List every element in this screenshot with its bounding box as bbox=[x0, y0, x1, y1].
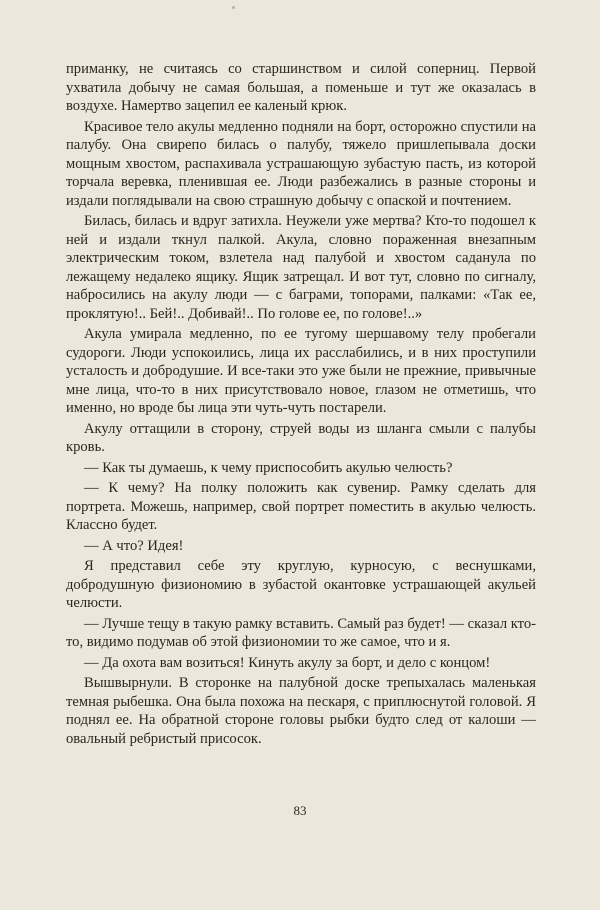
paragraph-6: — Как ты думаешь, к чему приспособить акулью челюсть? bbox=[84, 459, 453, 476]
paragraph-1: приманку, не считаясь со старшинством и силой соперниц. Первой ухватила добычу не самая большая, а поменьше и тут же оказалась в воздухе. Намертво зацепил ее каленый крюк. bbox=[66, 61, 536, 114]
paragraph-4: Акула умирала медленно, по ее тугому шершавому телу пробегали судороги. Люди успокоились, лица их расслабились, и в них проступили усталость и добродушие. И все-таки это уже были не прежние, привычные мне лица, что-то в них присутствовало новое, глазом не отметишь, что именно, но вроде бы лица эти чуть-чуть постарели. bbox=[66, 326, 536, 416]
paragraph-10: — Лучше тещу в такую рамку вставить. Самый раз будет! — сказал кто-то, видимо подумав об этой физиономии то же самое, что и я. bbox=[66, 615, 536, 650]
paragraph-7: — К чему? На полку положить как сувенир. Рамку сделать для портрета. Можешь, например, свой портрет поместить в акулью челюсть. Классно будет. bbox=[66, 480, 536, 533]
paragraph-12: Вышвырнули. В сторонке на палубной доске трепыхалась маленькая темная рыбешка. Она была похожа на пескаря, с приплюснутой головой. Я поднял ее. На обратной стороне головы рыбки будто след от калоши — овальный ребристый присосок. bbox=[66, 675, 536, 747]
paragraph-3: Билась, билась и вдруг затихла. Неужели уже мертва? Кто-то подошел к ней и издали ткнул палкой. Акула, словно пораженная внезапным электрическим током, взлетела над палубой и хвостом саданула по лежащему недалеко ящику. Ящик затрещал. И вот тут, словно по сигналу, набросились на акулу люди — с баграми, топорами, палками: «Так ее, проклятую!.. Бей!.. Добивай!.. По голове ее, по голове!..» bbox=[66, 213, 536, 322]
paragraph-2: Красивое тело акулы медленно подняли на борт, осторожно спустили на палубу. Она свирепо билась о палубу, тяжело пришлепывала доски мощным хвостом, распахивала устрашающую зубастую пасть, из которой торчала веревка, пленившая ее. Люди разбежались в разные стороны и издали поглядывали на свою страшную добычу с опаской и почтением. bbox=[66, 118, 536, 209]
paragraph-9: Я представил себе эту круглую, курносую, с веснушками, добродушную физиономию в зубастой окантовке устрашающей акульей челюсти. bbox=[66, 558, 536, 611]
paragraph-11: — Да охота вам возиться! Кинуть акулу за борт, и дело с концом! bbox=[84, 654, 491, 671]
paragraph-5: Акулу оттащили в сторону, струей воды из шланга смыли с палубы кровь. bbox=[66, 420, 536, 455]
page-text bbox=[66, 60, 536, 748]
page-number: 83 bbox=[293, 803, 307, 818]
paper-speck bbox=[232, 6, 235, 9]
paragraph-8: — А что? Идея! bbox=[84, 537, 184, 554]
